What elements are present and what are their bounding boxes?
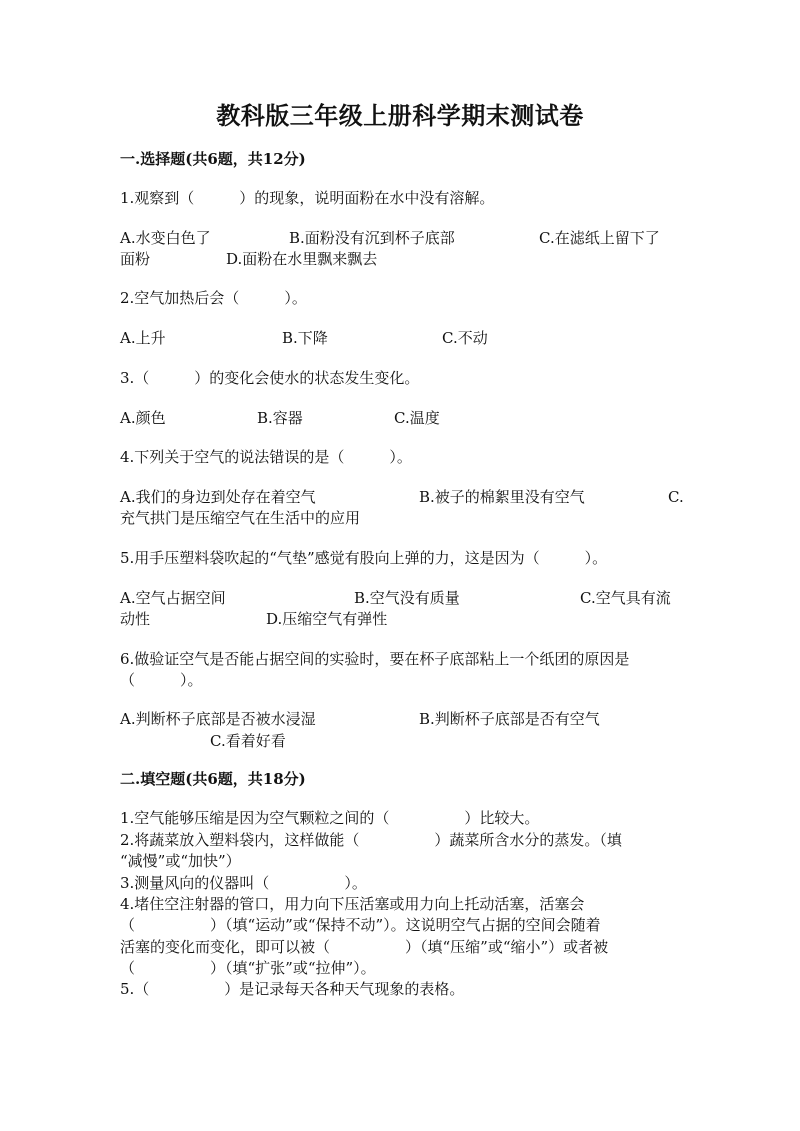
question-6-stem: 6.做验证空气是否能占据空间的实验时，要在杯子底部粘上一个纸团的原因是 [120,650,630,668]
fill-question-5: 5.（ ）是记录每天各种天气现象的表格。 [120,980,465,998]
question-1-option-c-cont: 面粉 [120,250,151,268]
question-2-stem: 2.空气加热后会（ ）。 [120,289,307,307]
question-5-option-a: A.空气占据空间 [120,589,226,607]
question-3-option-c: C.温度 [394,409,440,427]
question-4-option-b: B.被子的棉絮里没有空气 [419,488,585,506]
question-1-stem: 1.观察到（ ）的现象，说明面粉在水中没有溶解。 [120,189,495,207]
fill-question-2-cont: “减慢”或“加快”） [120,852,241,870]
question-1-option-d: D.面粉在水里飘来飘去 [226,250,378,268]
question-5-option-d: D.压缩空气有弹性 [266,610,388,628]
fill-question-4-cont-3: （ ）（填“扩张”或“拉伸”）。 [120,959,376,977]
question-5-stem: 5.用手压塑料袋吹起的“气垫”感觉有股向上弹的力，这是因为（ ）。 [120,549,608,567]
question-2-option-b: B.下降 [282,329,328,347]
fill-question-2: 2.将蔬菜放入塑料袋内，这样做能（ ）蔬菜所含水分的蒸发。（填 [120,831,622,849]
question-5-option-c: C.空气具有流 [580,589,671,607]
question-3-option-a: A.颜色 [120,409,166,427]
question-4-stem: 4.下列关于空气的说法错误的是（ ）。 [120,448,412,466]
question-2-option-a: A.上升 [120,329,166,347]
question-5-option-b: B.空气没有质量 [354,589,460,607]
question-1-option-c: C.在滤纸上留下了 [539,229,660,247]
question-4-option-a: A.我们的身边到处存在着空气 [120,488,316,506]
question-3-option-b: B.容器 [257,409,303,427]
question-1-option-b: B.面粉没有沉到杯子底部 [289,229,455,247]
section-heading-choice: 一.选择题(共6题，共12分) [120,150,306,168]
question-3-stem: 3.（ ）的变化会使水的状态发生变化。 [120,369,420,387]
question-2-option-c: C.不动 [442,329,488,347]
fill-question-4-cont-2: 活塞的变化而变化，即可以被（ ）（填“压缩”或“缩小”）或者被 [120,938,609,956]
exam-title: 教科版三年级上册科学期末测试卷 [216,101,584,130]
section-heading-fill: 二.填空题(共6题，共18分) [120,770,306,788]
question-6-option-b: B.判断杯子底部是否有空气 [419,710,600,728]
question-1-option-a: A.水变白色了 [120,229,211,247]
question-6-option-a: A.判断杯子底部是否被水浸湿 [120,710,316,728]
fill-question-4-cont-1: （ ）（填“运动”或“保持不动”）。这说明空气占据的空间会随着 [120,916,601,934]
question-5-option-c-cont: 动性 [120,610,151,628]
fill-question-1: 1.空气能够压缩是因为空气颗粒之间的（ ）比较大。 [120,809,540,827]
fill-question-4: 4.堵住空注射器的管口，用力向下压活塞或用力向上托动活塞，活塞会 [120,895,585,913]
question-4-option-c: C. [668,488,684,506]
question-6-stem-cont: （ ）。 [120,671,203,689]
fill-question-3: 3.测量风向的仪器叫（ ）。 [120,874,367,892]
question-4-option-c-cont: 充气拱门是压缩空气在生活中的应用 [120,509,361,527]
question-6-option-c: C.看着好看 [210,732,286,750]
